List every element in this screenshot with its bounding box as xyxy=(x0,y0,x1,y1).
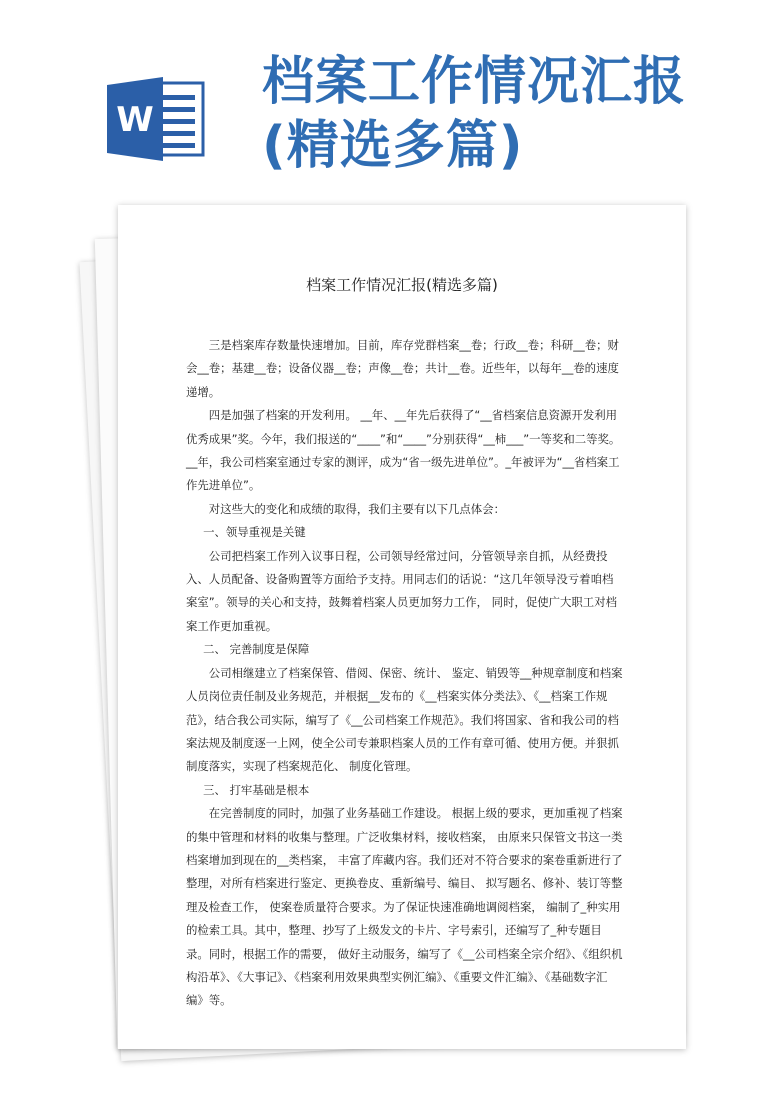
title-line-1: 档案工作情况汇报 xyxy=(262,52,687,112)
svg-text:W: W xyxy=(116,100,154,140)
page-title xyxy=(262,50,762,178)
paragraph: 三是档案库存数量快速增加。目前，库存党群档案__卷；行政__卷；科研__卷；财会__卷；基建__卷；设备仪器__卷；声像__卷；共计__卷。近些年，以每年__卷的速度递增。 xyxy=(186,338,619,399)
document-title: 档案工作情况汇报(精选多篇) xyxy=(306,276,498,294)
document-body xyxy=(186,334,624,1013)
header-banner xyxy=(0,0,780,200)
paragraph: 公司相继建立了档案保管、借阅、保密、统计、 鉴定、销毁等__种规章制度和档案人员岗位责任制及业务规范，并根据__发布的《__档案实体分类法》、《__档案工作规范》，结合我公司实际，编写了《__公司档案工作规范》。我们将国家、省和我公司的档案法规及制度逐一上网，使全公司专兼职档案人员的工作有章可循、使用方便。并狠抓制度落实，实现了档案规范化、 制度化管理。 xyxy=(186,665,623,774)
paragraph: 对这些大的变化和成绩的取得，我们主要有以下几点体会： xyxy=(208,501,505,516)
paragraph: 四是加强了档案的开发利用。 __年、__年先后获得了“__省档案信息资源开发利用优秀成果”奖。今年，我们报送的“____”和“____”分别获得“__柿___”一等奖和二等奖。 __年，我公司档案室通过专家的测评，成为“省一级先进单位”。_年被评为“__省档案工作先进单位”。 xyxy=(186,408,621,493)
section-heading: 一、领导重视是关键 xyxy=(203,525,306,540)
title-line-2: (精选多篇) xyxy=(262,116,524,176)
document-page xyxy=(118,208,686,1048)
word-document-icon xyxy=(107,77,207,161)
paragraph: 在完善制度的同时，加强了业务基础工作建设。 根据上级的要求，更加重视了档案的集中管理和材料的收集与整理。广泛收集材料，接收档案， 由原来只保管文书这一类档案增加到现在的__类档案， 丰富了库藏内容。我们还对不符合要求的案卷重新进行了整理，对所有档案进行鉴定、更换卷皮、重新编号、编目、 拟写题名、修补、装订等整理及检查工作， 使案卷质量符合要求。为了保证快速准确地调阅档案， 编制了_种实用的检索工具。其中，整理、抄写了上级发文的卡片、字号索引，还编写了_种专题目录。同时，根据工作的需要， 做好主动服务，编写了《__公司档案全宗介绍》、《组织机构沿革》、《大事记》、《档案利用效果典型实例汇编》、《重要文件汇编》、《基础数字汇编》等。 xyxy=(186,806,623,1008)
paragraph: 公司把档案工作列入议事日程，公司领导经常过问，分管领导亲自抓，从经费投入、人员配备、设备购置等方面给予支持。用同志们的话说：“这几年领导没亏着咱档案室”。领导的关心和支持，鼓舞着档案人员更加努力工作， 同时，促使广大职工对档案工作更加重视。 xyxy=(186,548,617,633)
section-heading: 三、 打牢基础是根本 xyxy=(203,782,310,797)
section-heading: 二、 完善制度是保障 xyxy=(203,642,310,657)
